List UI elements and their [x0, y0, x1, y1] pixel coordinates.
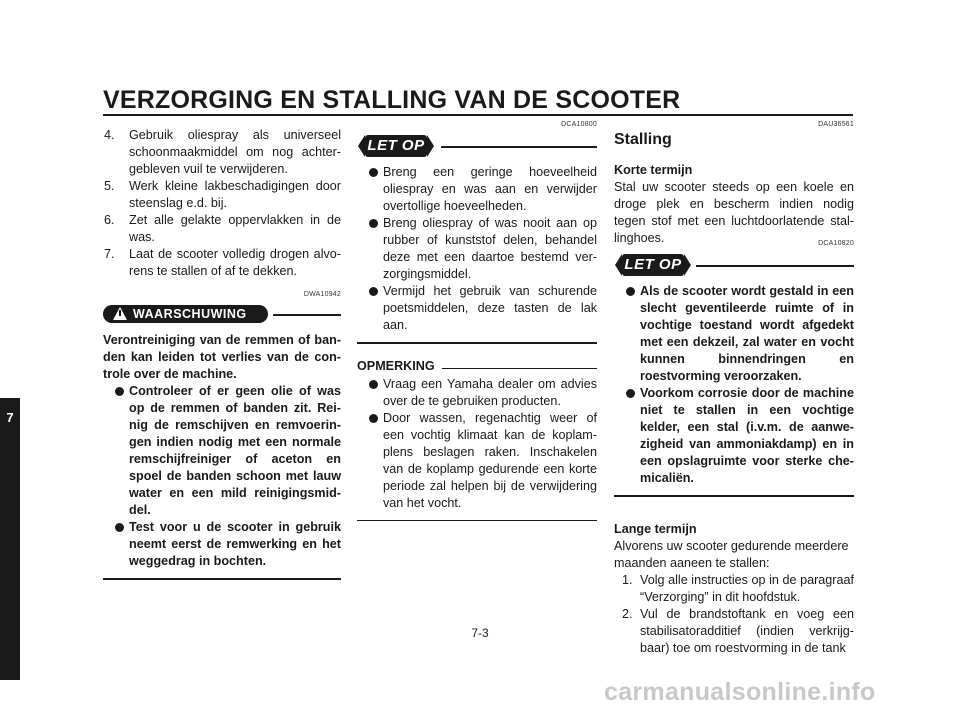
- short-term-text: Stal uw scooter steeds op een koele en droge plek en bescherm indien nodig tegen stof met een luchtdoorlatende stallinghoes.: [614, 180, 854, 245]
- step-item: [103, 127, 341, 178]
- opmerking-label: OPMERKING: [357, 358, 435, 373]
- opmerking-header: [357, 358, 597, 376]
- title-rule: [103, 114, 853, 116]
- step-item: [614, 606, 854, 657]
- bullet-dot-icon: [369, 414, 378, 423]
- chapter-tab[interactable]: [0, 398, 20, 680]
- step-text: Laat de scooter volledig drogen alvorens te stallen of af te dekken.: [129, 247, 341, 278]
- warning-badge: [103, 305, 268, 323]
- page-number: 7-3: [471, 626, 489, 640]
- step-number: 6.: [104, 213, 115, 227]
- bullet-dot-icon: [115, 523, 124, 532]
- letop-bullet-text: Voorkom corrosie door de machine niet te stallen in een vochtige kelder, een stal (i.v.m. de aanwezigheid van ammoniakdamp) en in een opslagruimte voor sterke chemicaliën.: [640, 386, 854, 485]
- bullet-dot-icon: [626, 389, 635, 398]
- bullet-dot-icon: [115, 387, 124, 396]
- step-number: 2.: [622, 606, 633, 621]
- warning-triangle-icon: [113, 307, 127, 320]
- letop-bullet-text: Breng oliespray of was nooit aan op rubber of kunststof delen, behandel deze met een daartoe bestemd verzorgingsmiddel.: [383, 216, 597, 281]
- short-term-title: Korte termijn: [614, 163, 693, 177]
- step-item: [103, 178, 341, 212]
- bullet-dot-icon: [369, 380, 378, 389]
- step-item: [103, 246, 341, 280]
- warning-end-rule: [103, 578, 341, 580]
- page-title: VERZORGING EN STALLING VAN DE SCOOTER: [103, 86, 681, 114]
- section-code: DAU36561: [818, 121, 854, 128]
- chapter-tab-label: 7: [6, 410, 14, 425]
- opmerking-bullet-text: Vraag een Yamaha dealer om advies over de te gebruiken producten.: [383, 376, 597, 408]
- section-title: Stalling: [614, 131, 672, 148]
- opmerking-bullet: [357, 410, 597, 512]
- step-text: Volg alle instructies op in de paragraaf “Verzorging” in dit hoofdstuk.: [640, 572, 854, 604]
- warning-bullet-text: Test voor u de scooter in gebruik neemt eerst de remwerking en het weggedrag in bochten.: [129, 520, 341, 568]
- letop-end-rule: [614, 495, 854, 497]
- warning-bullet: [103, 383, 341, 519]
- step-item: [103, 212, 341, 246]
- letop-badge: LET OP: [622, 254, 684, 276]
- opmerking-end-rule: [357, 520, 597, 521]
- step-text: Zet alle gelakte oppervlakken in de was.: [129, 213, 341, 244]
- step-number: 5.: [104, 179, 115, 193]
- step-number: 4.: [104, 128, 115, 142]
- letop-header: [357, 132, 597, 158]
- letop-bullet-text: Vermijd het gebruik van schurende poetsmiddelen, deze tasten de lak aan.: [383, 284, 597, 332]
- bullet-dot-icon: [369, 168, 378, 177]
- column-2: [357, 120, 597, 521]
- warning-label: WAARSCHUWING: [133, 307, 247, 321]
- letop-code: DCA10820: [818, 240, 854, 247]
- letop-header-rule: [696, 265, 854, 267]
- step-text: Gebruik oliespray als universeel schoonmaakmiddel om nog achtergebleven vuil te verwijderen.: [129, 128, 341, 176]
- letop-bullet: [614, 385, 854, 487]
- letop-header-rule: [441, 146, 597, 148]
- step-number: 7.: [104, 247, 115, 261]
- letop-bullet: [614, 283, 854, 385]
- bullet-dot-icon: [369, 219, 378, 228]
- letop-bullet: [357, 215, 597, 283]
- letop-header: [614, 251, 854, 277]
- step-number: 1.: [622, 572, 633, 587]
- warning-bullet-text: Controleer of er geen olie of was op de remmen of banden zit. Reinig de remschijven en remvoeringen indien nodig met een normale remschijfreiniger of aceton en spoel de banden schoon met lauw water en een mild reinigingsmiddel.: [129, 384, 341, 517]
- long-term-intro: Alvorens uw scooter gedurende meerdere maanden aaneen te stallen:: [614, 538, 849, 570]
- letop-bullet: [357, 164, 597, 215]
- step-item: [614, 572, 854, 606]
- opmerking-bullet: [357, 376, 597, 410]
- letop-bullet-text: Als de scooter wordt gestald in een slecht geventileerde ruimte of in vochtige toestand wordt afgedekt met een dekzeil, zal water en vocht kunnen binnendringen en roestvorming veroorzaken.: [640, 284, 854, 383]
- opmerking-bullet-text: Door wassen, regenachtig weer of een vochtig klimaat kan de koplamplens beslagen raken. Inschakelen van de koplamp gedurende een korte periode zal helpen bij de verwijdering van het vocht.: [383, 410, 597, 510]
- bullet-dot-icon: [626, 287, 635, 296]
- watermark: carmanualsonline.info: [604, 678, 876, 706]
- step-text: Vul de brandstoftank en voeg een stabilisatoradditief (indien verkrijgbaar) toe om roestvorming in de tank: [640, 606, 854, 655]
- warning-header: [103, 304, 341, 326]
- step-text: Werk kleine lakbeschadigingen door steenslag e.d. bij.: [129, 179, 341, 210]
- letop-badge: LET OP: [365, 135, 427, 157]
- long-term-title: Lange termijn: [614, 521, 697, 536]
- letop-code: DCA10800: [561, 121, 597, 128]
- warning-code: DWA10942: [303, 291, 341, 298]
- warning-intro: Verontreiniging van de remmen of banden kan leiden tot verlies van de controle over de machine.: [103, 333, 341, 381]
- opmerking-header-rule: [442, 368, 597, 369]
- column-1: [103, 127, 341, 580]
- letop-bullet: [357, 283, 597, 334]
- bullet-dot-icon: [369, 287, 378, 296]
- letop-bullet-text: Breng een geringe hoeveelheid oliespray en was aan en verwijder overtollige hoeveelheden.: [383, 165, 597, 213]
- warning-header-rule: [273, 314, 341, 316]
- column-3: [614, 120, 854, 657]
- letop-end-rule: [357, 342, 597, 344]
- warning-bullet: [103, 519, 341, 570]
